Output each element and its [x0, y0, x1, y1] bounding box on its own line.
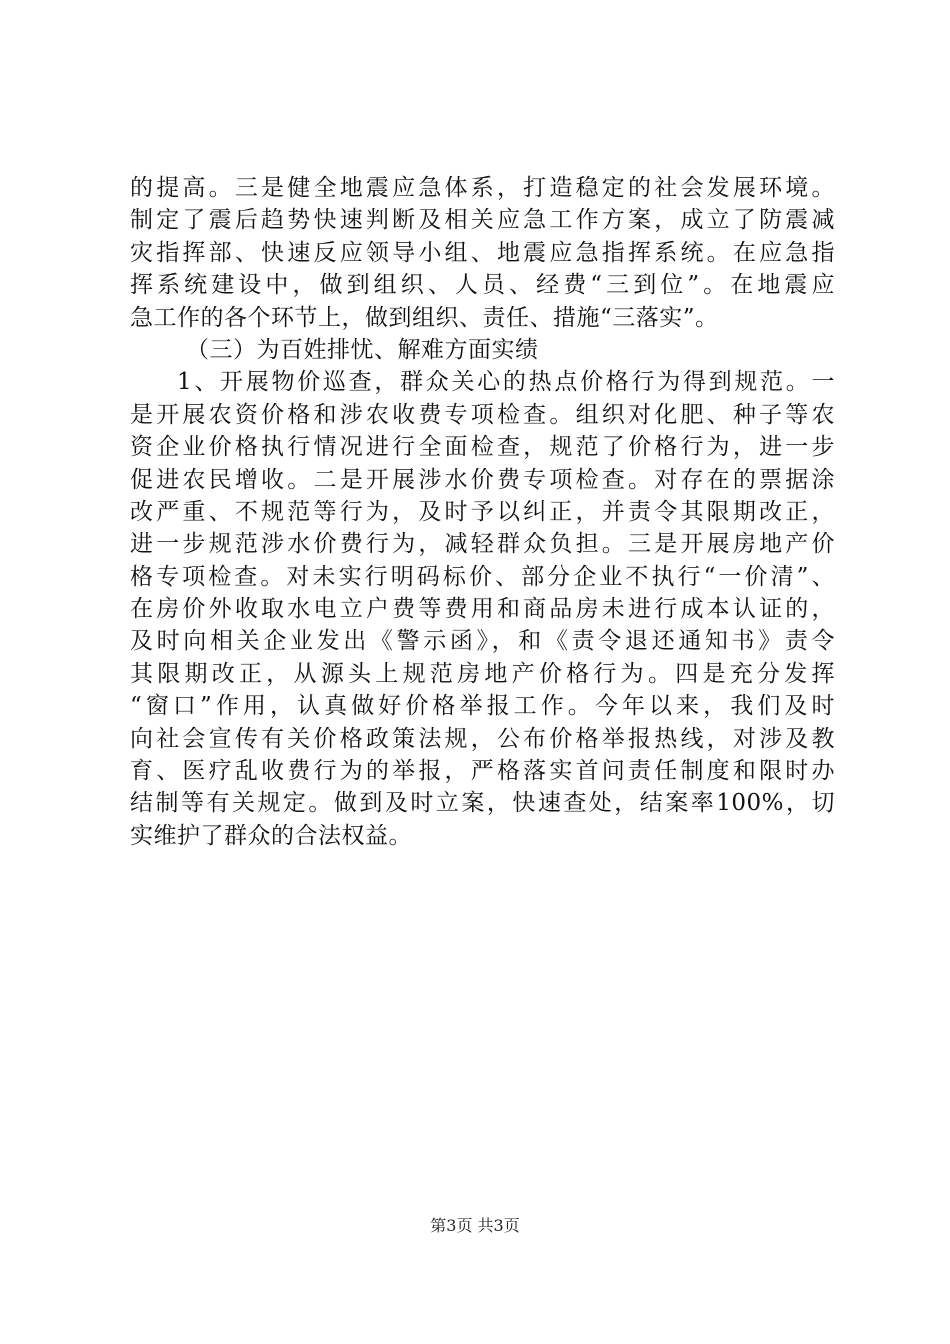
paragraph-line: 是开展农资价格和涉农收费专项检查。组织对化肥、种子等农	[130, 401, 835, 428]
section-heading: （三）为百姓排忧、解难方面实绩	[186, 336, 539, 363]
paragraph-line: 格专项检查。对未实行明码标价、部分企业不执行“一价清”、	[130, 563, 835, 590]
document-body	[130, 172, 835, 852]
paragraph-line: 急工作的各个环节上，做到组织、责任、措施“三落实”。	[130, 304, 719, 331]
paragraph-line: 实维护了群众的合法权益。	[130, 822, 412, 849]
paragraph-line: 其限期改正，从源头上规范房地产价格行为。四是充分发挥	[130, 660, 835, 687]
paragraph-line: “窗口”作用，认真做好价格举报工作。今年以来，我们及时	[130, 693, 835, 720]
paragraph-line: 育、医疗乱收费行为的举报，严格落实首问责任制度和限时办	[130, 758, 835, 785]
paragraph-line: 资企业价格执行情况进行全面检查，规范了价格行为，进一步	[130, 434, 835, 461]
paragraph-line: 制定了震后趋势快速判断及相关应急工作方案，成立了防震减	[130, 207, 835, 234]
paragraph-line: 进一步规范涉水价费行为，减轻群众负担。三是开展房地产价	[130, 531, 835, 558]
paragraph-line: 促进农民增收。二是开展涉水价费专项检查。对存在的票据涂	[130, 466, 835, 493]
paragraph-line: 向社会宣传有关价格政策法规，公布价格举报热线，对涉及教	[130, 725, 835, 752]
paragraph-line: 改严重、不规范等行为，及时予以纠正，并责令其限期改正，	[130, 498, 835, 525]
paragraph-line: 的提高。三是健全地震应急体系，打造稳定的社会发展环境。	[130, 175, 835, 201]
paragraph-line: 1、开展物价巡查，群众关心的热点价格行为得到规范。一	[177, 369, 835, 396]
paragraph-line: 及时向相关企业发出《警示函》，和《责令退还通知书》责令	[130, 628, 835, 655]
paragraph-line: 结制等有关规定。做到及时立案，快速查处，结案率100%，切	[130, 790, 835, 817]
paragraph-line: 灾指挥部、快速反应领导小组、地震应急指挥系统。在应急指	[130, 239, 835, 266]
paragraph-line: 挥系统建设中，做到组织、人员、经费“三到位”。在地震应	[130, 272, 835, 299]
paragraph-line: 在房价外收取水电立户费等费用和商品房未进行成本认证的，	[130, 596, 835, 623]
page-number-footer: 第3页 共3页	[430, 1216, 520, 1235]
